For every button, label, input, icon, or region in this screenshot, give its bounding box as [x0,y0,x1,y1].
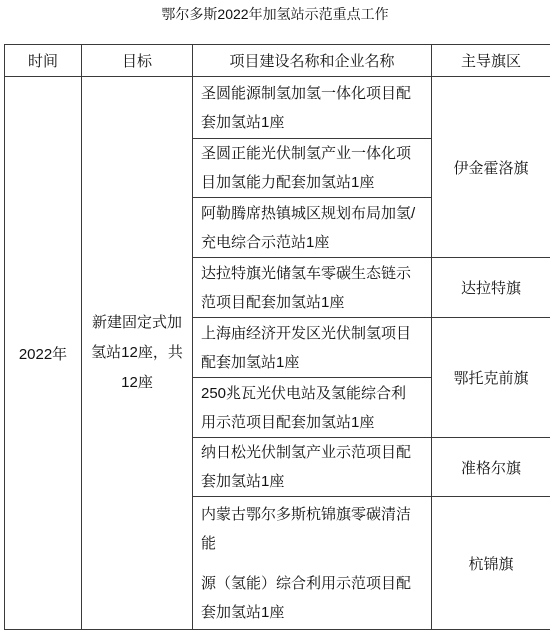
column-header-region: 主导旗区 [432,45,550,77]
region-cell: 鄂托克前旗 [432,318,550,438]
project-name-line: 充电综合示范站1座 [201,233,330,251]
table-header [5,45,550,77]
project-name-line: 用示范项目配套加氢站1座 [201,413,375,431]
project-cell [193,77,432,139]
project-name-line: 范项目配套加氢站1座 [201,293,345,311]
project-name-line: 套加氢站1座 [201,473,285,490]
table-row [5,77,550,139]
project-name-line: 上海庙经济开发区光伏制氢项目 [201,324,412,342]
project-name-line: 套加氢站1座 [201,113,285,131]
region-cell: 伊金霍洛旗 [432,77,550,258]
target-text-line: 新建固定式加 [91,314,182,331]
project-name-line: 配套加氢站1座 [201,353,300,371]
time-cell: 2022年 [5,77,82,630]
project-name-line: 圣圆正能光伏制氢产业一体化项 [201,145,412,162]
project-cell [193,198,432,258]
project-name-line: 纳日松光伏制氢产业示范项目配 [201,444,412,461]
region-cell: 达拉特旗 [432,258,550,318]
project-cell [193,139,432,198]
target-text-line: 氢站12座，共 [91,344,183,361]
column-header-time: 时间 [5,45,82,77]
page-title: 鄂尔多斯2022年加氢站示范重点工作 [161,6,389,22]
project-cell [193,438,432,497]
project-name-line: 套加氢站1座 [201,603,285,621]
project-cell [193,378,432,438]
project-name-line: 能 [201,534,217,552]
project-cell [193,258,432,318]
target-cell [82,77,193,630]
project-name-line: 达拉特旗光储氢车零碳生态链示 [201,264,412,282]
key-tasks-table [4,44,550,630]
target-text-line: 12座 [121,374,153,391]
project-cell [193,497,432,630]
column-header-target: 目标 [82,45,193,77]
project-name-line: 250兆瓦光伏电站及氢能综合利 [201,384,407,402]
region-cell: 准格尔旗 [432,438,550,497]
project-name-line: 阿勒腾席热镇城区规划布局加氢/ [201,204,416,222]
table-header-row [5,45,550,77]
project-name-line: 内蒙古鄂尔多斯杭锦旗零碳清洁 [201,505,412,523]
paragraph-spacer [201,558,431,569]
project-name-line: 圣圆能源制氢加氢一体化项目配 [201,84,412,102]
project-cell [193,318,432,378]
table-body [5,77,550,630]
project-name-line: 目加氢能力配套加氢站1座 [201,174,375,191]
project-name-line: 源（氢能）综合利用示范项目配 [201,574,412,592]
region-cell: 杭锦旗 [432,497,550,630]
column-header-project: 项目建设名称和企业名称 [193,45,432,77]
